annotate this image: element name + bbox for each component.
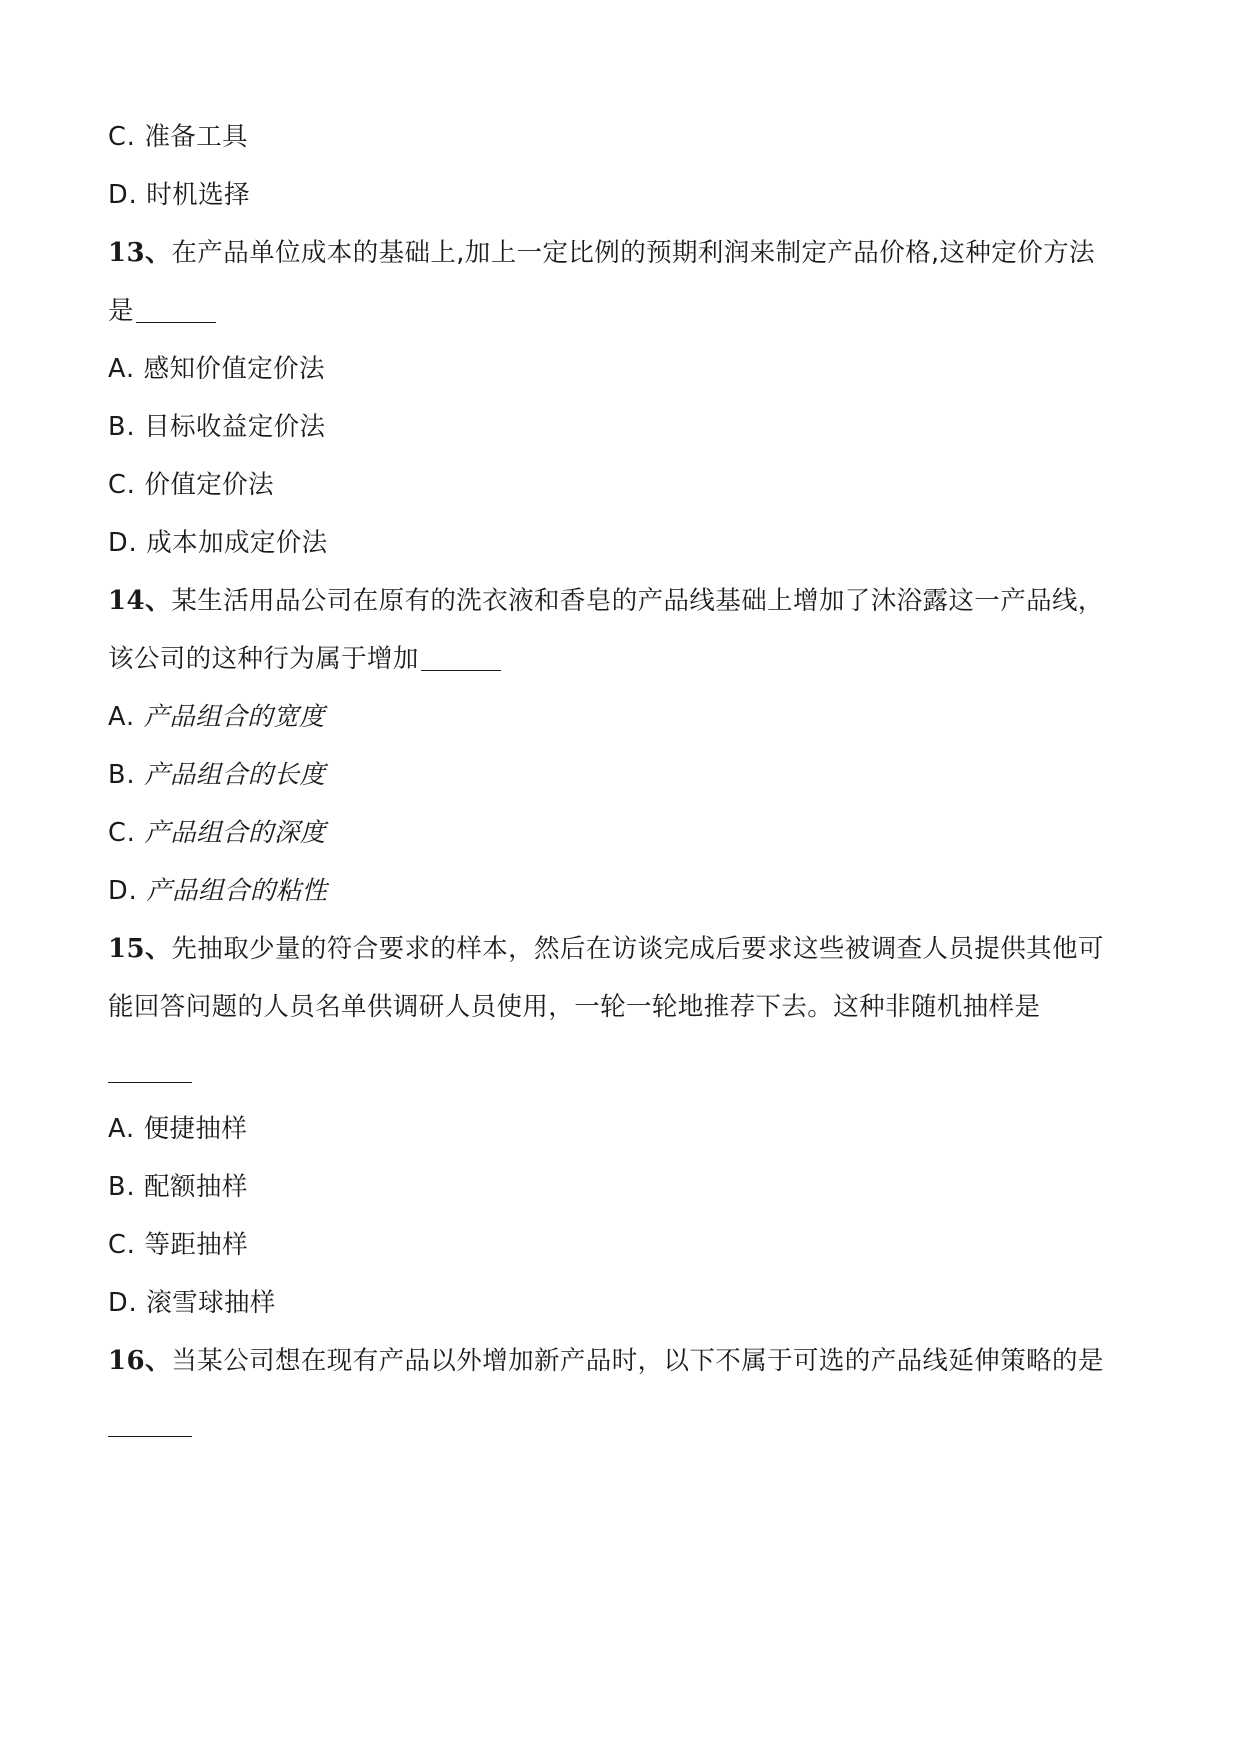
option-item <box>108 1216 1118 1274</box>
question-blank-line <box>108 1390 1118 1454</box>
document-body <box>108 108 1118 1454</box>
option-text: 时机选择 <box>146 180 250 210</box>
option-label: A. <box>108 702 136 732</box>
option-item <box>108 456 1118 514</box>
option-label: D. <box>108 180 138 210</box>
question-text-tail: 该公司的这种行为属于增加 <box>108 644 419 674</box>
option-item <box>108 804 1118 862</box>
option-item <box>108 340 1118 398</box>
option-label: C. <box>108 1230 136 1260</box>
option-item <box>108 688 1118 746</box>
question-stem-continued <box>108 978 1118 1036</box>
option-label: C. <box>108 818 136 848</box>
option-text: 滚雪球抽样 <box>146 1288 276 1318</box>
question-stem <box>108 1332 1118 1390</box>
question-number: 16、 <box>108 1346 172 1376</box>
option-label: B. <box>108 760 136 790</box>
option-item <box>108 746 1118 804</box>
question-text-line2: 能回答问题的人员名单供调研人员使用，一轮一轮地推荐下去。这种非随机抽样是 <box>108 992 1041 1022</box>
option-text: 成本加成定价法 <box>146 528 328 558</box>
question-stem-continued <box>108 282 1118 340</box>
option-label: A. <box>108 1114 136 1144</box>
option-text: 产品组合的长度 <box>144 760 326 790</box>
question-text: 在产品单位成本的基础上,加上一定比例的预期利润来制定产品价格,这种定价方法 <box>171 238 1095 268</box>
question-number: 13、 <box>108 238 172 268</box>
option-item <box>108 108 1118 166</box>
answer-blank <box>136 322 216 323</box>
option-text: 准备工具 <box>144 122 249 152</box>
question-stem <box>108 224 1118 282</box>
option-item <box>108 862 1118 920</box>
option-item <box>108 1274 1118 1332</box>
option-text: 产品组合的深度 <box>144 818 326 848</box>
answer-blank <box>421 670 501 671</box>
option-text: 等距抽样 <box>144 1230 249 1260</box>
option-text: 配额抽样 <box>144 1172 248 1202</box>
question-text-tail: 是 <box>108 296 134 326</box>
option-label: D. <box>108 876 138 906</box>
option-text: 便捷抽样 <box>143 1114 248 1144</box>
option-label: A. <box>108 354 136 384</box>
option-label: B. <box>108 412 136 442</box>
option-text: 价值定价法 <box>144 470 274 500</box>
option-item <box>108 166 1118 224</box>
question-blank-line <box>108 1036 1118 1100</box>
option-item <box>108 514 1118 572</box>
answer-blank <box>108 1082 192 1083</box>
question-text: 某生活用品公司在原有的洗衣液和香皂的产品线基础上增加了沐浴露这一产品线， <box>171 586 1104 616</box>
option-item <box>108 1158 1118 1216</box>
question-stem <box>108 572 1118 630</box>
option-text: 产品组合的宽度 <box>143 702 325 732</box>
option-label: D. <box>108 528 138 558</box>
option-label: D. <box>108 1288 138 1318</box>
option-text: 目标收益定价法 <box>144 412 326 442</box>
option-label: C. <box>108 122 136 152</box>
option-text: 感知价值定价法 <box>143 354 325 384</box>
question-text: 先抽取少量的符合要求的样本，然后在访谈完成后要求这些被调查人员提供其他可 <box>171 934 1104 964</box>
answer-blank <box>108 1436 192 1437</box>
question-stem <box>108 920 1118 978</box>
option-item <box>108 1100 1118 1158</box>
question-number: 15、 <box>108 934 172 964</box>
option-text: 产品组合的粘性 <box>146 876 328 906</box>
option-label: C. <box>108 470 136 500</box>
option-item <box>108 398 1118 456</box>
question-number: 14、 <box>108 586 172 616</box>
question-text: 当某公司想在现有产品以外增加新产品时，以下不属于可选的产品线延伸策略的是 <box>171 1346 1104 1376</box>
question-stem-continued <box>108 630 1118 688</box>
option-label: B. <box>108 1172 136 1202</box>
